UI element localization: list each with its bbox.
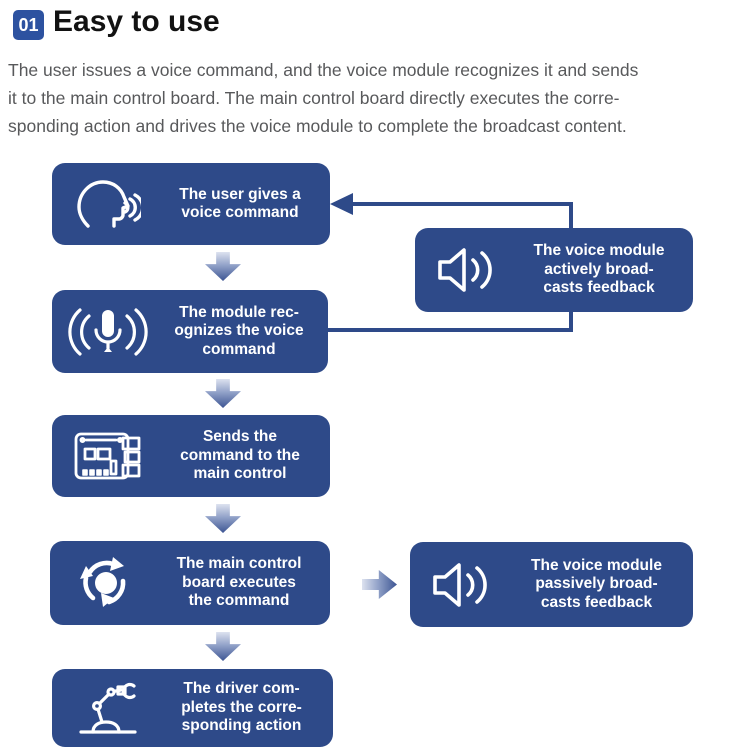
feedback-loop-line-bottom xyxy=(328,328,573,332)
speaker-icon xyxy=(415,243,519,297)
flow-step-user-voice-command xyxy=(52,163,330,245)
down-arrow-icon xyxy=(205,252,241,281)
flow-step-send-to-main-control xyxy=(52,415,330,497)
flow-step-module-recognizes xyxy=(52,290,328,373)
intro-paragraph-line: it to the main control board. The main control board directly executes the corre- xyxy=(8,88,620,108)
feedback-box-text: The voice module actively broad- casts feedback xyxy=(533,242,665,297)
flow-step-main-control-executes xyxy=(50,541,330,625)
speaker-icon xyxy=(410,558,514,612)
flow-step-text: The user gives a voice command xyxy=(179,185,301,221)
down-arrow-icon xyxy=(205,379,241,408)
microphone-icon xyxy=(52,303,164,361)
down-arrow-icon xyxy=(205,632,241,661)
feedback-box-text: The voice module passively broad- casts feedback xyxy=(531,556,662,611)
flow-step-driver-completes xyxy=(52,669,333,747)
feedback-box-passive xyxy=(410,542,693,627)
flow-step-text: The module rec- ognizes the voice command xyxy=(174,303,304,358)
flow-step-text: Sends the command to the main control xyxy=(180,428,300,483)
down-arrow-icon xyxy=(205,504,241,533)
circuit-board-icon xyxy=(52,430,164,482)
flow-step-text: The driver com- pletes the corre- sponding action xyxy=(181,680,302,735)
intro-paragraph-line: sponding action and drives the voice module to complete the broadcast content. xyxy=(8,116,627,136)
feedback-box-active xyxy=(415,228,693,312)
page-title: Easy to use xyxy=(53,5,220,38)
speaking-head-icon xyxy=(52,176,164,232)
feedback-loop-line-top xyxy=(352,202,573,206)
right-arrow-icon xyxy=(362,570,397,599)
flow-step-text: The main control board executes the command xyxy=(176,555,302,610)
section-number-badge: 01 xyxy=(13,10,44,40)
feedback-loop-arrowhead xyxy=(330,193,353,215)
intro-paragraph xyxy=(8,56,748,140)
robot-arm-icon xyxy=(52,679,164,737)
intro-paragraph-line: The user issues a voice command, and the voice module recognizes it and sends xyxy=(8,60,639,80)
cycle-arrows-icon xyxy=(50,554,162,612)
